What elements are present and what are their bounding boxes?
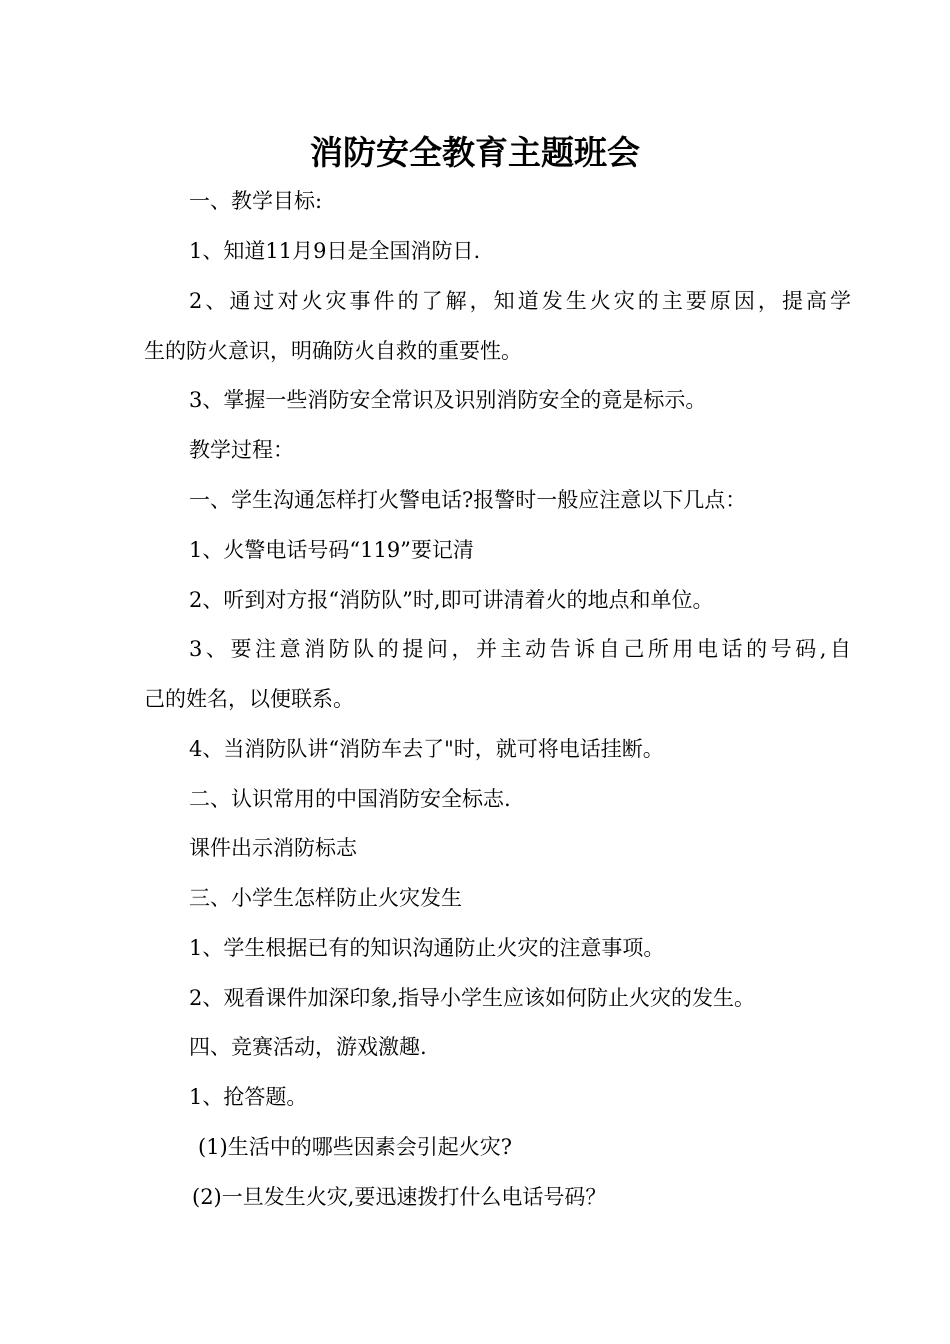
paragraph-line: 课件出示消防标志 [189,836,357,860]
document-title: 消防安全教育主题班会 [310,133,640,172]
paragraph-line: 二、认识常用的中国消防安全标志. [189,787,511,811]
paragraph-line: 2、通过对火灾事件的了解，知道发生火灾的主要原因，提高学 [189,289,851,313]
question-item: (2)一旦发生火灾,要迅速拨打什么电话号码？ [192,1185,607,1209]
paragraph-line: 一、学生沟通怎样打火警电话?报警时一般应注意以下几点： [189,488,747,512]
paragraph-line: 3、要注意消防队的提问，并主动告诉自己所用电话的号码,自 [189,637,851,661]
paragraph-line: 生的防火意识，明确防火自救的重要性。 [144,339,522,363]
paragraph-line: 3、掌握一些消防安全常识及识别消防安全的竟是标示。 [189,388,707,412]
paragraph-line: 一、教学目标: [189,189,323,213]
paragraph-line: 1、抢答题。 [189,1085,308,1109]
paragraph-line: 2、观看课件加深印象,指导小学生应该如何防止火灾的发生。 [189,986,756,1010]
paragraph-line: 己的姓名，以便联系。 [144,687,354,711]
question-item: (1)生活中的哪些因素会引起火灾? [198,1135,513,1159]
paragraph-line: 1、学生根据已有的知识沟通防止火灾的注意事项。 [189,936,665,960]
paragraph-line: 4、当消防队讲“消防车去了"时，就可将电话挂断。 [189,737,664,761]
paragraph-line: 教学过程： [189,438,294,462]
paragraph-line: 四、竞赛活动，游戏激趣. [189,1035,427,1059]
paragraph-line: 2、听到对方报“消防队”时,即可讲清着火的地点和单位。 [189,588,714,612]
paragraph-line: 三、小学生怎样防止火灾发生 [189,886,462,910]
paragraph-line: 1、知道11月9日是全国消防日. [189,239,481,263]
paragraph-line: 1、火警电话号码“119”要记清 [189,538,474,562]
